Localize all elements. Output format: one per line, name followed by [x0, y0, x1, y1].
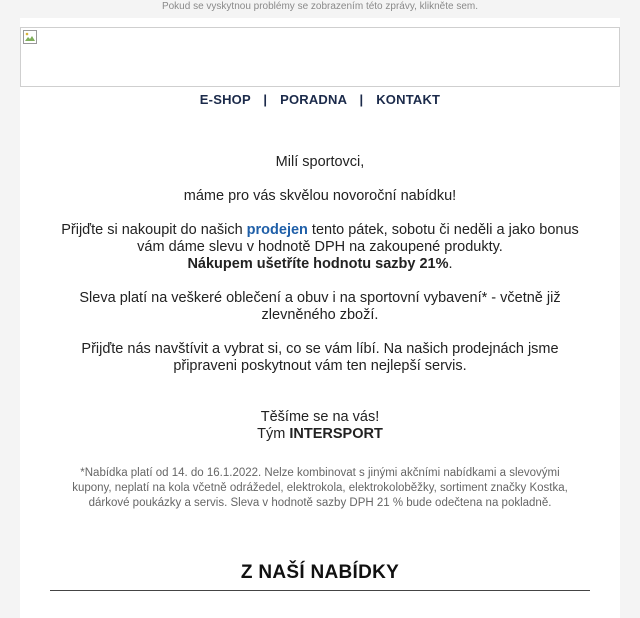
intro-text: máme pro vás skvělou novoroční nabídku!: [183, 188, 457, 204]
terms-footnote: *Nabídka platí od 14. do 16.1.2022. Nelze kombinovat s jinými akčními nabídkami a slevovými kupony, neplatí na kola včetně odrážedel, elektrokola, elektrokoloběžky, sortiment značky Kostka, dárkové poukázky a servis. Sleva v hodnotě sazby DPH 21 % bude odečtena na pokladně.: [72, 467, 568, 509]
email-container: [20, 18, 620, 618]
invite-text: Přijďte nás navštívit a vybrat si, co se vám líbí. Na našich prodejnách jsme připraveni poskytnout vám ten nejlepší servis.: [81, 341, 559, 374]
discount-scope-text: Sleva platí na veškeré oblečení a obuv i na sportovní vybavení* - včetně již zlevněného zboží.: [79, 290, 561, 323]
stores-link[interactable]: prodejen: [246, 222, 308, 238]
preheader-link[interactable]: Pokud se vyskytnou problémy se zobrazením této zprávy, klikněte sem.: [161, 1, 479, 12]
offer-highlight-end: .: [448, 256, 453, 272]
nav-kontakt-link[interactable]: KONTAKT: [376, 92, 441, 107]
offer-highlight: Nákupem ušetříte hodnotu sazby 21%: [187, 256, 449, 272]
section-divider: [50, 590, 590, 591]
nav-separator: |: [359, 92, 364, 107]
team-prefix: Tým: [257, 426, 290, 442]
offer-paragraph: [60, 222, 580, 273]
nav-eshop-link[interactable]: E-SHOP: [199, 92, 251, 107]
offer-text-end: tento pátek, sobotu či neděli a jako bonus vám dáme slevu v hodnotě DPH na zakoupené produkty.: [137, 222, 579, 255]
header-logo-image[interactable]: [20, 27, 620, 87]
nav-poradna-link[interactable]: PORADNA: [280, 92, 347, 107]
broken-image-icon: [23, 30, 37, 44]
signoff-line: Těšíme se na vás!: [260, 409, 380, 425]
top-navigation: [20, 92, 620, 107]
offer-text-start: Přijďte si nakoupit do našich: [61, 222, 247, 238]
nav-separator: |: [263, 92, 268, 107]
section-title: Z NAŠÍ NABÍDKY: [240, 562, 400, 583]
team-name: INTERSPORT: [289, 426, 383, 442]
greeting-text: Milí sportovci,: [275, 154, 365, 170]
signoff-block: [60, 409, 580, 443]
